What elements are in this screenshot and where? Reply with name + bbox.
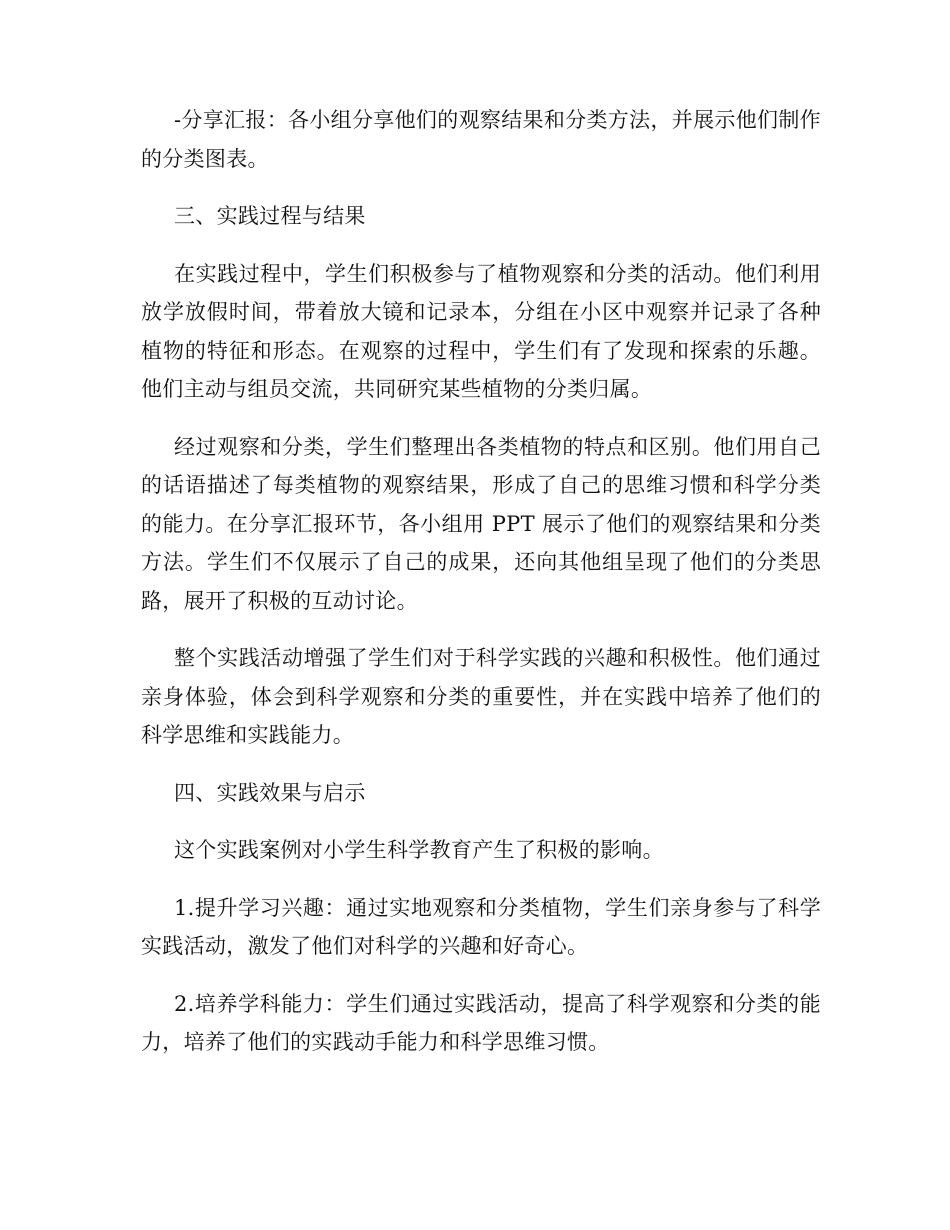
paragraph-share-report: -分享汇报：各小组分享他们的观察结果和分类方法，并展示他们制作的分类图表。: [141, 108, 821, 171]
list-item-interest: 1.提升学习兴趣：通过实地观察和分类植物，学生们亲身参与了科学实践活动，激发了他们对科学的兴趣和好奇心。: [141, 895, 821, 958]
paragraph-classification: 经过观察和分类，学生们整理出各类植物的特点和区别。他们用自己的话语描述了每类植物的观察结果，形成了自己的思维习惯和科学分类的能力。在分享汇报环节，各小组用 PPT 展示了他们的观察结果和分类方法。学生们不仅展示了自己的成果，还向其他组呈现了他们的分类思路，展开了积极的互动讨论。: [141, 434, 821, 613]
paragraph-impact: 这个实践案例对小学生科学教育产生了积极的影响。: [174, 838, 664, 862]
section-heading-process-results: 三、实践过程与结果: [174, 204, 366, 228]
list-item-ability: 2.培养学科能力：学生们通过实践活动，提高了科学观察和分类的能力，培养了他们的实践动手能力和科学思维习惯。: [141, 991, 821, 1054]
section-heading-effects: 四、实践效果与启示: [174, 780, 366, 805]
paragraph-summary: 整个实践活动增强了学生们对于科学实践的兴趣和积极性。他们通过亲身体验，体会到科学观察和分类的重要性，并在实践中培养了他们的科学思维和实践能力。: [141, 646, 821, 747]
paragraph-process: 在实践过程中，学生们积极参与了植物观察和分类的活动。他们利用放学放假时间，带着放大镜和记录本，分组在小区中观察并记录了各种植物的特征和形态。在观察的过程中，学生们有了发现和探索的乐趣。他们主动与组员交流，共同研究某些植物的分类归属。: [141, 261, 821, 401]
document-body: [141, 101, 821, 1081]
